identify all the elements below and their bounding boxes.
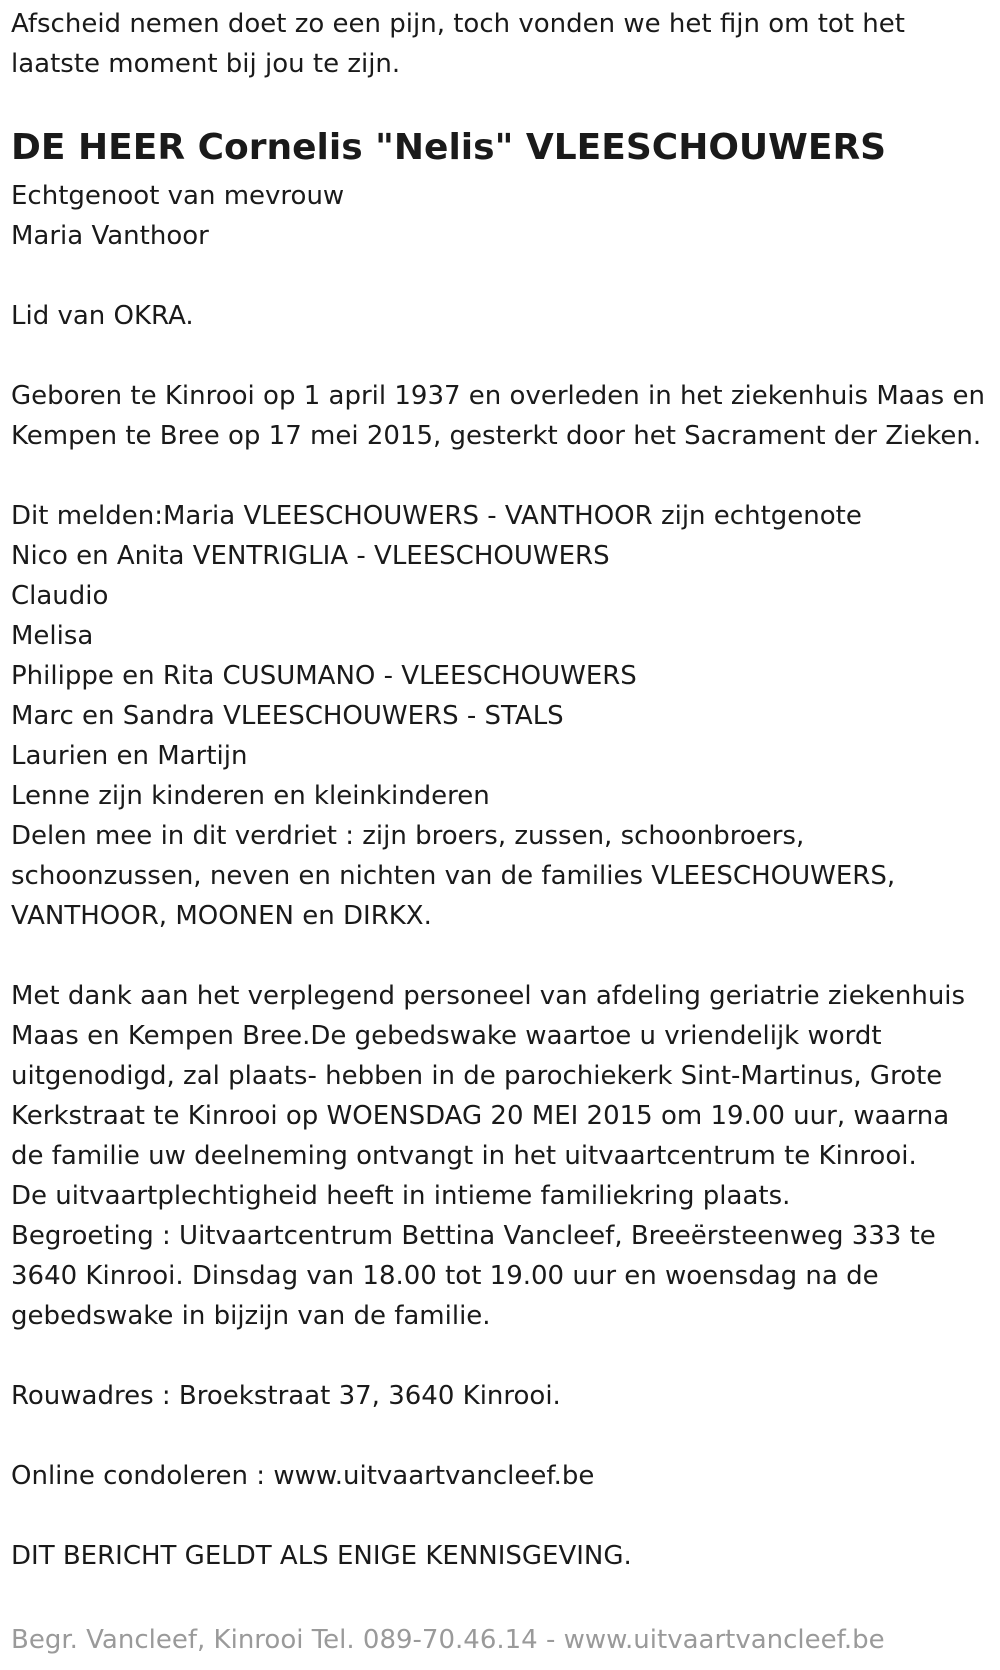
- spouse-line: Maria Vanthoor: [11, 221, 209, 251]
- family-list: [11, 496, 1000, 936]
- spacer: [11, 936, 1000, 976]
- details-line: uitgenodigd, zal plaats- hebben in de parochiekerk Sint-Martinus, Grote: [11, 1061, 943, 1091]
- details-line: De uitvaartplechtigheid heeft in intieme familiekring plaats.: [11, 1181, 791, 1211]
- details-line: Maas en Kempen Bree.De gebedswake waartoe u vriendelijk wordt: [11, 1021, 882, 1051]
- ceremony-details: [11, 976, 1000, 1336]
- family-line: Nico en Anita VENTRIGLIA - VLEESCHOUWERS: [11, 541, 610, 571]
- spacer: [11, 1416, 1000, 1456]
- details-line: Met dank aan het verplegend personeel van afdeling geriatrie ziekenhuis: [11, 981, 966, 1011]
- spacer: [11, 256, 1000, 296]
- online-condolence: Online condoleren : www.uitvaartvancleef.be: [11, 1461, 595, 1491]
- family-line: Lenne zijn kinderen en kleinkinderen: [11, 781, 490, 811]
- family-line: Claudio: [11, 581, 109, 611]
- membership-text: Lid van OKRA.: [11, 301, 194, 331]
- birth-death-text: [11, 376, 1000, 456]
- family-line: schoonzussen, neven en nichten van de families VLEESCHOUWERS,: [11, 861, 896, 891]
- family-line: Melisa: [11, 621, 94, 651]
- birth-death-line: Geboren te Kinrooi op 1 april 1937 en overleden in het ziekenhuis Maas en: [11, 381, 985, 411]
- details-line: Begroeting : Uitvaartcentrum Bettina Vancleef, Breeërsteenweg 333 te: [11, 1221, 936, 1251]
- family-line: VANTHOOR, MOONEN en DIRKX.: [11, 901, 432, 931]
- details-line: Kerkstraat te Kinrooi op WOENSDAG 20 MEI 2015 om 19.00 uur, waarna: [11, 1101, 950, 1131]
- family-line: Delen mee in dit verdriet : zijn broers, zussen, schoonbroers,: [11, 821, 805, 851]
- spacer: [11, 1336, 1000, 1376]
- spacer: [11, 1496, 1000, 1536]
- birth-death-line: Kempen te Bree op 17 mei 2015, gesterkt door het Sacrament der Zieken.: [11, 421, 982, 451]
- intro-text: [11, 4, 1000, 84]
- spouse-text: [11, 176, 1000, 256]
- details-line: gebedswake in bijzijn van de familie.: [11, 1301, 491, 1331]
- deceased-name-heading: DE HEER Cornelis "Nelis" VLEESCHOUWERS: [11, 127, 887, 168]
- spacer: [11, 456, 1000, 496]
- mourning-address: Rouwadres : Broekstraat 37, 3640 Kinrooi.: [11, 1381, 561, 1411]
- family-line: Dit melden:Maria VLEESCHOUWERS - VANTHOOR zijn echtgenote: [11, 501, 862, 531]
- spouse-line: Echtgenoot van mevrouw: [11, 181, 345, 211]
- intro-line: laatste moment bij jou te zijn.: [11, 49, 401, 79]
- details-line: 3640 Kinrooi. Dinsdag van 18.00 tot 19.00 uur en woensdag na de: [11, 1261, 879, 1291]
- spacer: [11, 336, 1000, 376]
- notice-text: DIT BERICHT GELDT ALS ENIGE KENNISGEVING.: [11, 1541, 632, 1571]
- details-line: de familie uw deelneming ontvangt in het uitvaartcentrum te Kinrooi.: [11, 1141, 917, 1171]
- family-line: Marc en Sandra VLEESCHOUWERS - STALS: [11, 701, 564, 731]
- intro-line: Afscheid nemen doet zo een pijn, toch vonden we het fijn om tot het: [11, 9, 905, 39]
- funeral-home-footer: Begr. Vancleef, Kinrooi Tel. 089-70.46.14 - www.uitvaartvancleef.be: [11, 1625, 885, 1655]
- family-line: Laurien en Martijn: [11, 741, 248, 771]
- family-line: Philippe en Rita CUSUMANO - VLEESCHOUWERS: [11, 661, 637, 691]
